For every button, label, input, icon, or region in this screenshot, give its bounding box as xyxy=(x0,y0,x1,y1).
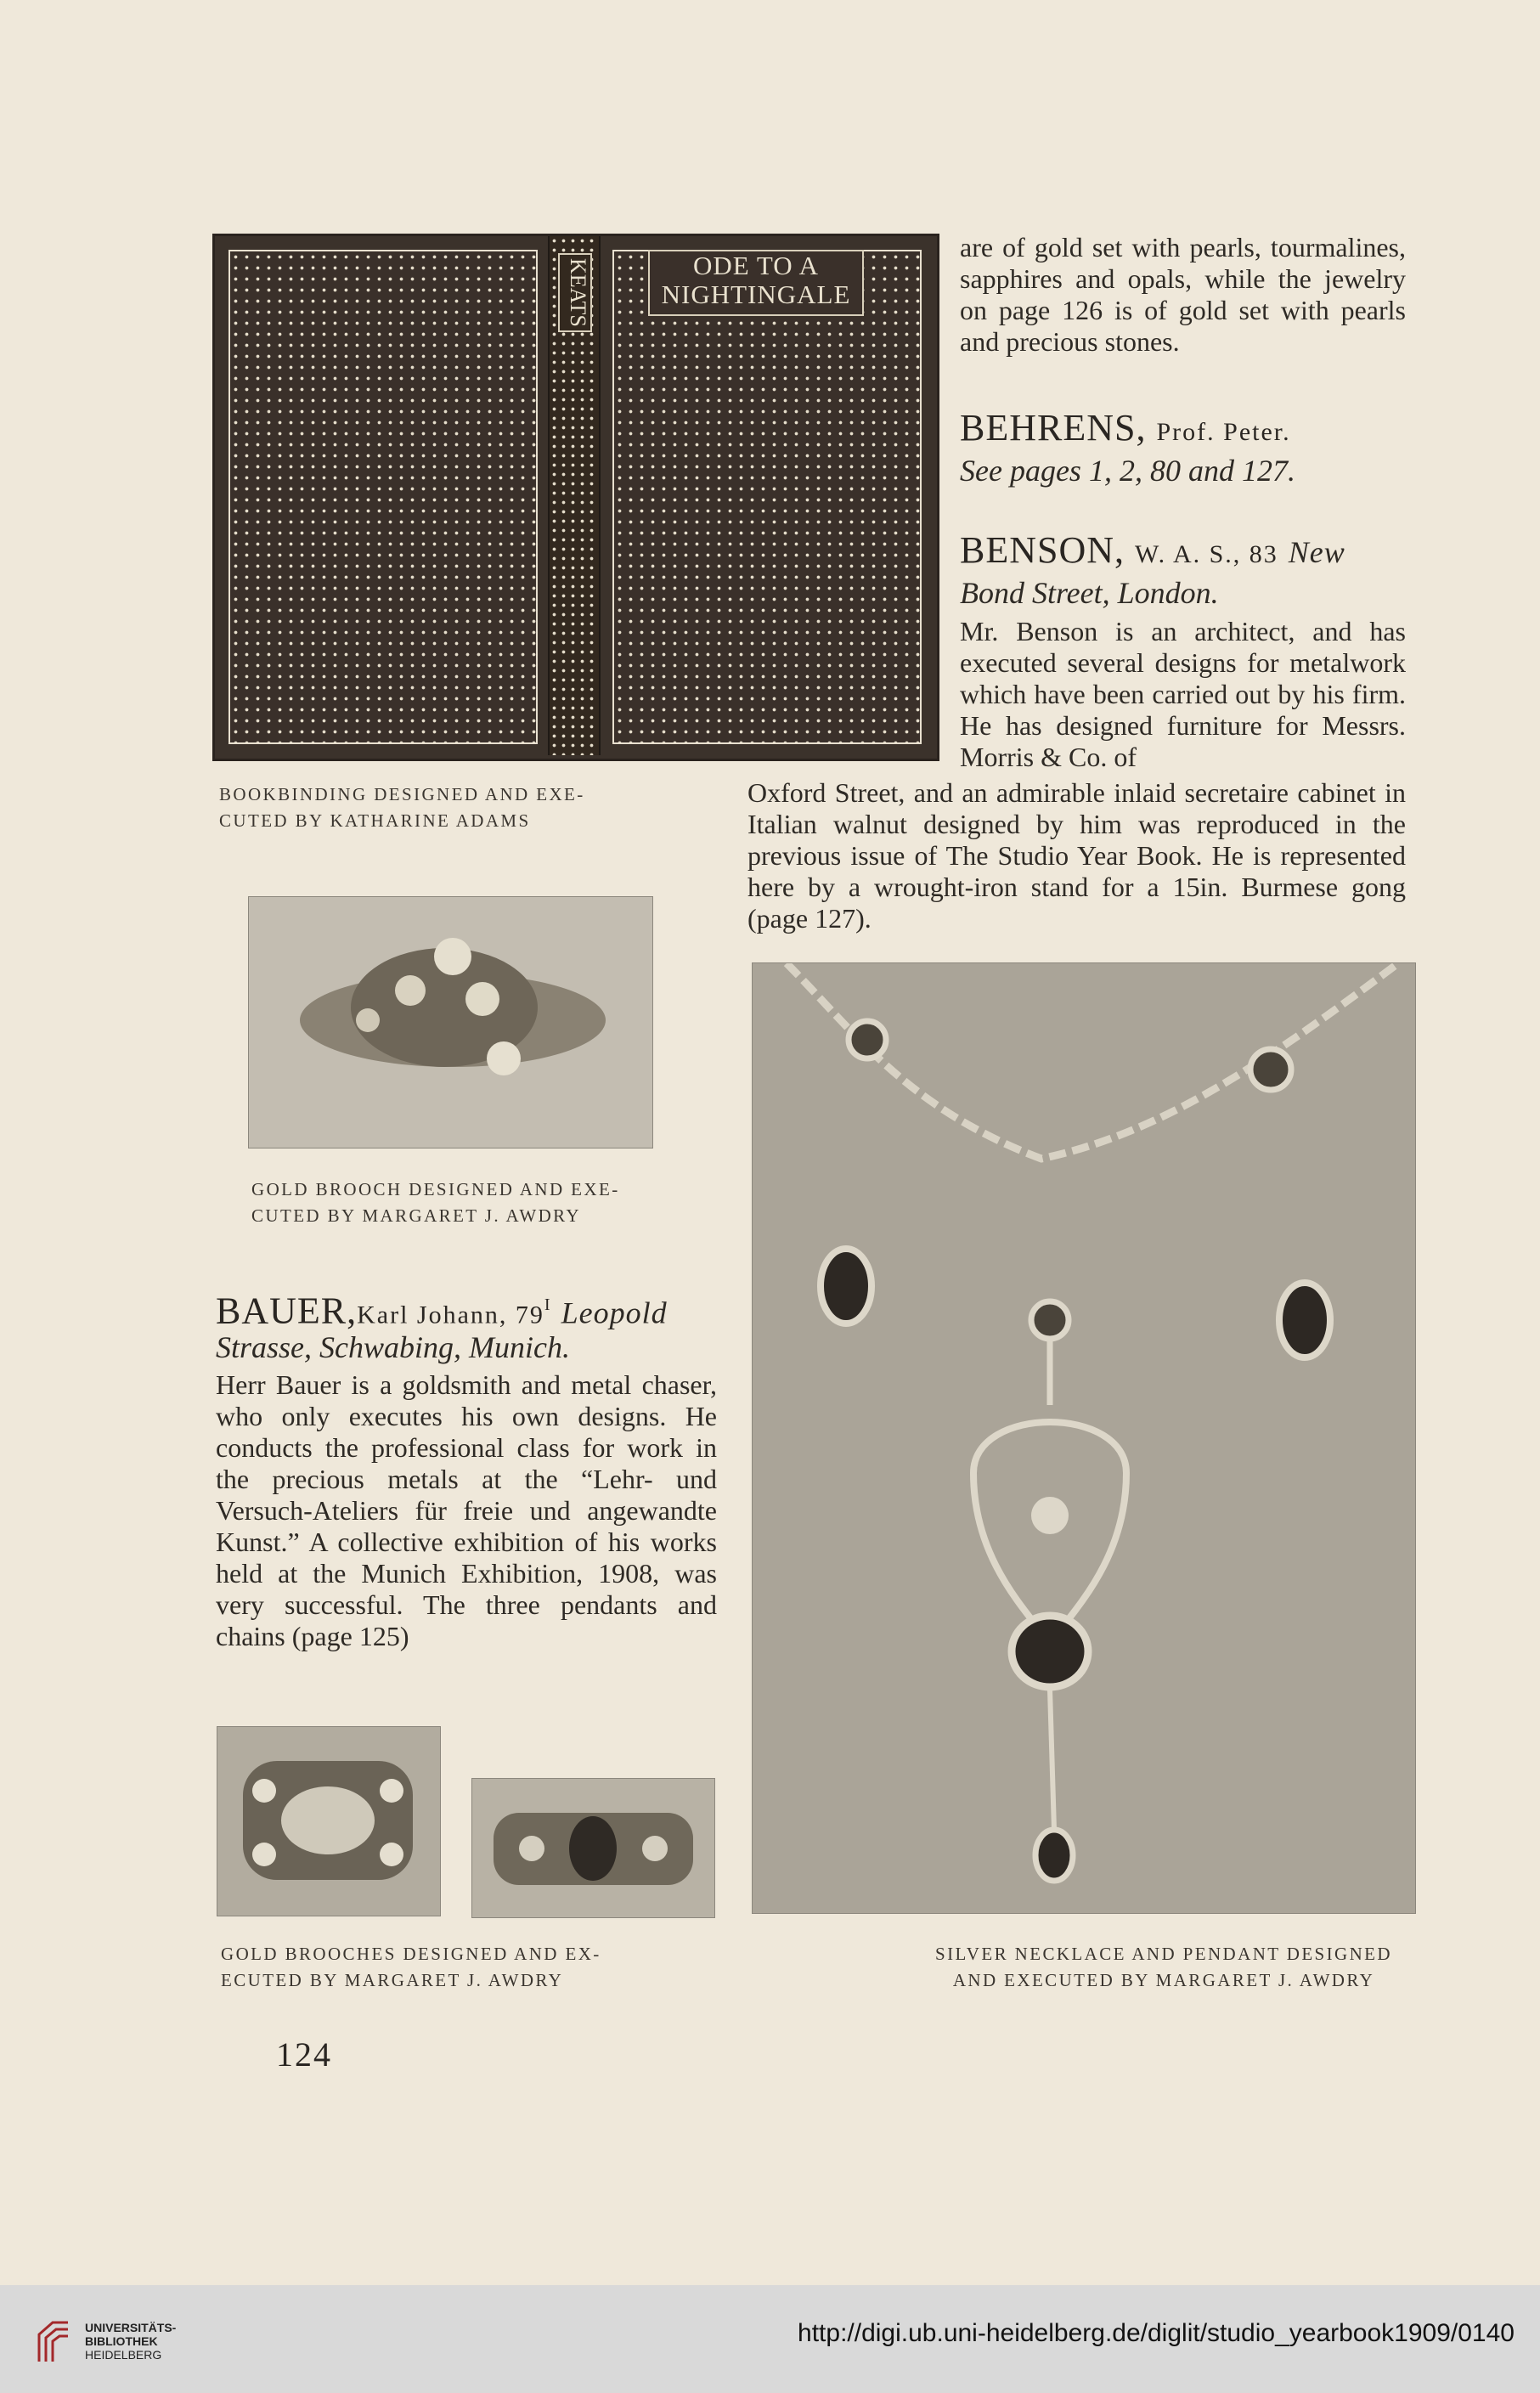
behrens-refs: See pages 1, 2, 80 and 127. xyxy=(960,454,1295,488)
spine-title: KEATS xyxy=(558,253,592,332)
front-cover xyxy=(612,250,922,744)
bauer-name: BAUER, xyxy=(216,1290,358,1332)
benson-text-narrow: Mr. Benson is an architect, and has executed several designs for metalwork which have been carried out by his firm. He has designed furniture for Messrs. Morris & Co. of xyxy=(960,616,1406,772)
behrens-title: Prof. Peter. xyxy=(1156,418,1291,446)
back-cover xyxy=(228,250,538,744)
brooch-right-image xyxy=(472,1779,714,1917)
library-line2: BIBLIOTHEK xyxy=(85,2334,158,2348)
book-title-line2: NIGHTINGALE xyxy=(661,279,851,309)
text-continued: are of gold set with pearls, tourmalines, sapphires and opals, while the jewelry on page 126 is of gold set with pearls and precious stones. xyxy=(960,232,1406,357)
behrens-name: BEHRENS, xyxy=(960,407,1147,449)
library-line1: UNIVERSITÄTS- xyxy=(85,2321,177,2334)
bauer-superscript: I xyxy=(544,1295,551,1314)
library-name xyxy=(85,2321,176,2362)
library-line3: HEIDELBERG xyxy=(85,2348,162,2362)
book-spine xyxy=(548,236,601,755)
entry-behrens-heading xyxy=(960,406,1419,454)
caption-brooch: GOLD BROOCH DESIGNED AND EXE- CUTED BY MARGARET J. AWDRY xyxy=(251,1179,620,1226)
library-logo-icon xyxy=(34,2317,73,2365)
source-url-link[interactable]: http://digi.ub.uni-heidelberg.de/diglit/studio_yearbook1909/0140 xyxy=(798,2319,1515,2347)
gold-brooch-plate-right xyxy=(471,1778,715,1918)
footer-bar xyxy=(0,2285,1540,2393)
gold-brooch-plate-left xyxy=(217,1726,441,1916)
benson-name: BENSON, xyxy=(960,529,1125,571)
page-number: 124 xyxy=(276,2035,332,2074)
brooch-left-image xyxy=(217,1727,440,1916)
benson-address-b: Bond Street, London. xyxy=(960,576,1219,610)
caption-bookbinding: BOOKBINDING DESIGNED AND EXE- CUTED BY KATHARINE ADAMS xyxy=(219,784,585,831)
benson-address-a: New xyxy=(1288,535,1345,569)
bauer-text: Herr Bauer is a goldsmith and metal chaser, who only executes his own designs. He conducts the professional class for work in the precious metals at the “Lehr- und Versuch-Ateliers für freie und angewandte Kunst.” A collective exhibition of his works held at the Munich Exhibition, 1908, was very successful. The three pendants and chains (page 125) xyxy=(216,1369,717,1651)
benson-title: W. A. S., 83 xyxy=(1135,540,1278,568)
bauer-title: Karl Johann, 79 xyxy=(357,1301,544,1329)
book-title-label xyxy=(648,250,864,316)
bauer-address-b: Strasse, Schwabing, Munich. xyxy=(216,1330,570,1364)
bookbinding-plate xyxy=(212,234,939,761)
brooch-image xyxy=(249,897,652,1148)
necklace-image xyxy=(753,963,1415,1913)
bauer-address-a: Leopold xyxy=(561,1295,668,1330)
book-title-line1: ODE TO A xyxy=(692,251,820,280)
gold-brooch-plate xyxy=(248,896,653,1149)
benson-text-wide: Oxford Street, and an admirable inlaid secretaire cabinet in Italian walnut designed by him was reproduced in the previous issue of The Studio Year Book. He is represented here by a wrought-iron stand for a 15in. Burmese gong (page 127). xyxy=(747,777,1406,934)
silver-necklace-plate xyxy=(752,962,1416,1914)
caption-necklace: SILVER NECKLACE AND PENDANT DESIGNED AND EXECUTED BY MARGARET J. AWDRY xyxy=(935,1944,1392,1990)
entry-benson-heading xyxy=(960,528,1419,577)
caption-brooches: GOLD BROOCHES DESIGNED AND EX- ECUTED BY MARGARET J. AWDRY xyxy=(221,1944,601,1990)
